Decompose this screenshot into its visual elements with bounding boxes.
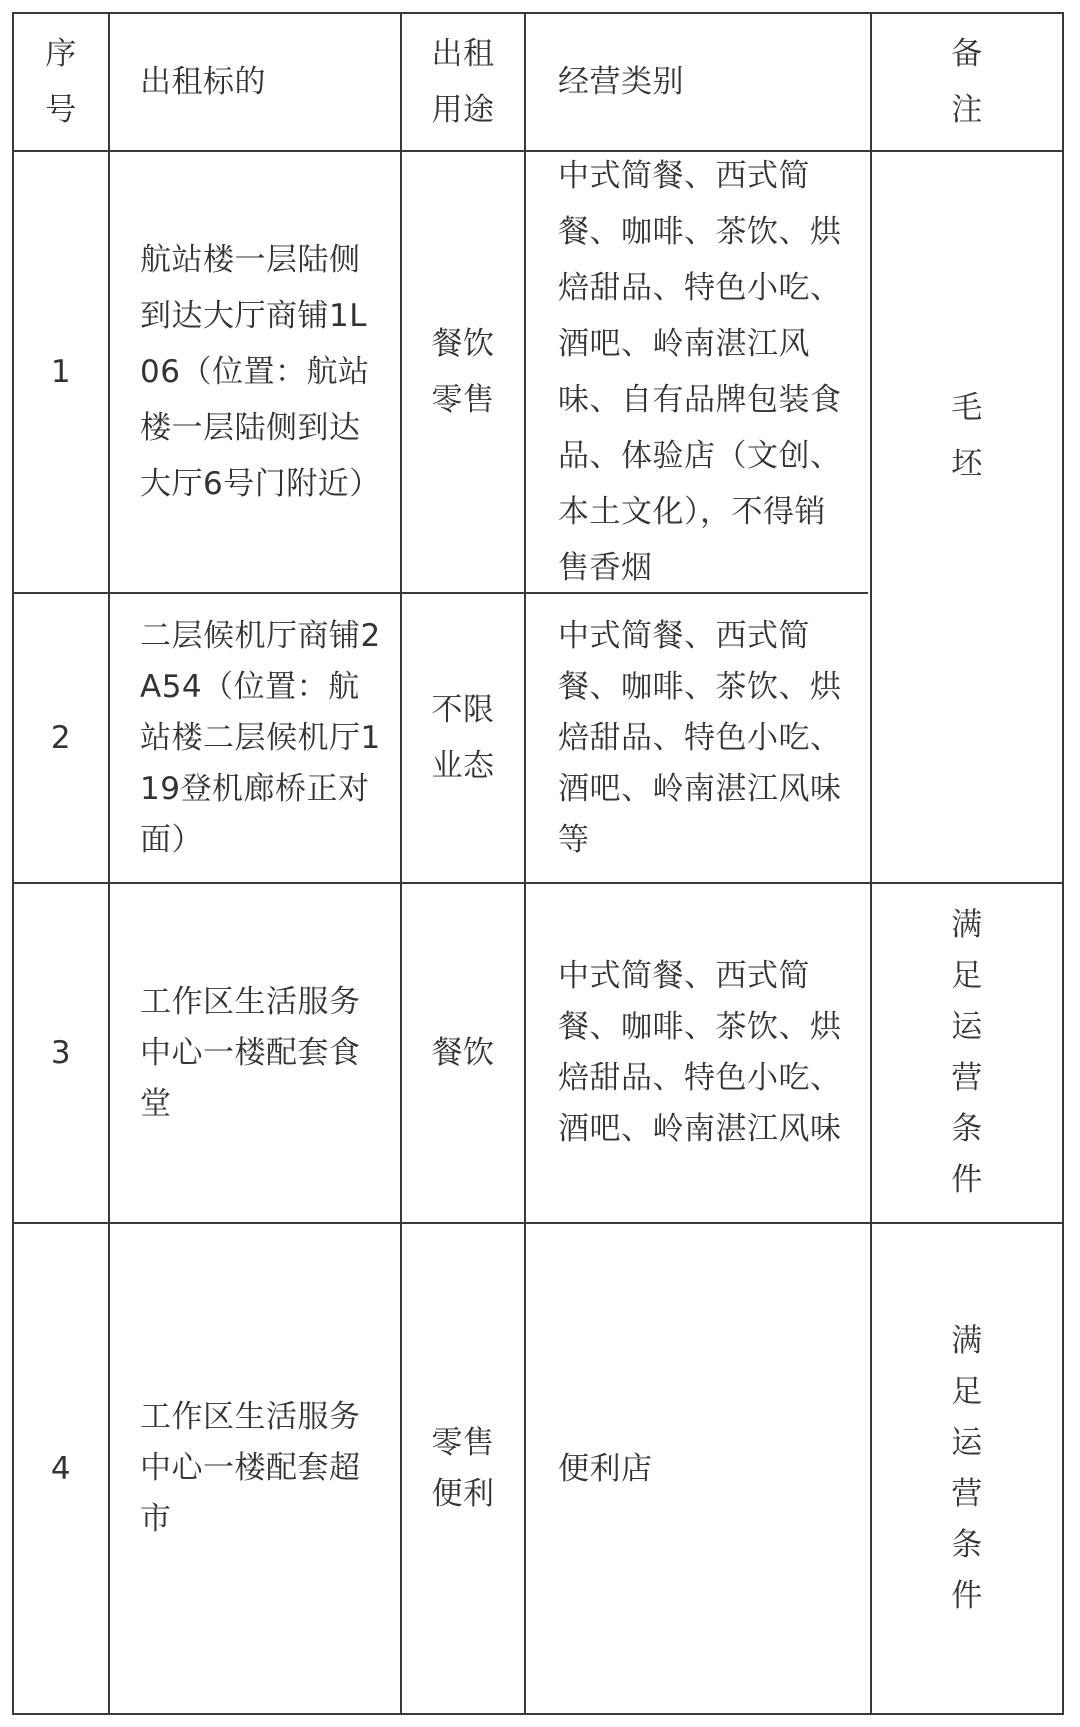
use-line: 业态 [431,748,495,784]
remark-line: 足 [951,958,983,994]
seq-value: 1 [50,354,72,390]
category-line: 酒吧、岭南湛江风 [558,326,810,362]
target-line: 大厅6号门附近） [140,466,381,502]
remark-line: 运 [951,1009,983,1045]
category-line: 焙甜品、特色小吃、 [558,1060,842,1096]
row3-seq [14,884,108,1222]
category-line: 焙甜品、特色小吃、 [558,270,842,306]
row2-seq [14,594,108,882]
category-line: 餐、咖啡、茶饮、烘 [558,214,842,250]
row1-category [526,152,870,592]
category-line: 餐、咖啡、茶饮、烘 [558,668,842,705]
row3-remark [872,884,1062,1222]
remark-line: 满 [951,1322,983,1359]
seq-value: 4 [50,1450,72,1487]
remark-line: 足 [951,1373,983,1410]
row4-seq [14,1224,108,1713]
use-line: 零售 [431,1424,495,1461]
target-line: 堂 [140,1085,172,1122]
row1-seq [14,152,108,592]
header-seq-line: 号 [45,92,77,128]
header-remark-line: 注 [951,92,983,128]
row4-target [110,1224,400,1713]
seq-value: 2 [50,720,72,756]
row2-category [526,594,870,882]
remark-line: 营 [951,1060,983,1096]
target-line: 中心一楼配套超 [140,1450,361,1486]
category-line: 便利店 [558,1450,653,1487]
remark-line: 条 [951,1526,983,1563]
target-line: 站楼二层候机厅1 [140,719,381,756]
row2-use [402,594,524,882]
category-line: 酒吧、岭南湛江风味 [558,1111,842,1147]
row3-use [402,884,524,1222]
use-line: 零售 [431,382,495,418]
row2-target [110,594,400,882]
row4-use [402,1224,524,1713]
category-line: 售香烟 [558,550,653,586]
target-line: 19登机廊桥正对 [140,770,370,807]
seq-value: 3 [50,1035,72,1071]
target-line: A54（位置：航 [140,668,360,705]
header-remark [872,14,1062,150]
header-seq [14,14,108,150]
use-line: 餐饮 [431,1035,495,1071]
remark-line: 件 [951,1577,983,1614]
remark-line: 坯 [951,446,983,482]
target-line: 面） [140,821,203,858]
target-line: 工作区生活服务 [140,983,361,1020]
row3-target [110,884,400,1222]
remark-line: 营 [951,1475,983,1512]
header-target-label: 出租标的 [140,64,266,100]
header-use-line: 出租 [431,36,495,72]
target-line: 工作区生活服务 [140,1399,361,1435]
target-line: 航站楼一层陆侧 [140,242,361,278]
target-line: 市 [140,1501,172,1537]
category-line: 中式简餐、西式简 [558,617,810,654]
category-line: 味、自有品牌包装食 [558,382,842,418]
remark-line: 条 [951,1111,983,1147]
row1-use [402,152,524,592]
row1-target [110,152,400,592]
target-line: 到达大厅商铺1L [140,298,367,334]
category-line: 等 [558,821,590,858]
header-category-label: 经营类别 [558,64,684,100]
row3-category [526,884,870,1222]
header-category [526,14,870,150]
use-line: 餐饮 [431,326,495,362]
target-line: 楼一层陆侧到达 [140,410,361,446]
row4-category [526,1224,870,1713]
header-remark-line: 备 [951,36,983,72]
category-line: 中式简餐、西式简 [558,158,810,194]
target-line: 二层候机厅商铺2 [140,617,381,654]
category-line: 焙甜品、特色小吃、 [558,719,842,756]
target-line: 06（位置：航站 [140,354,370,390]
use-line: 不限 [431,692,495,728]
target-line: 中心一楼配套食 [140,1034,361,1071]
header-target [110,14,400,150]
category-line: 酒吧、岭南湛江风味 [558,770,842,807]
header-use-line: 用途 [431,92,495,128]
category-line: 本土文化），不得销 [558,494,826,530]
lease-table [12,12,1064,1715]
remark-line: 件 [951,1162,983,1198]
use-line: 便利 [431,1475,495,1512]
header-seq-line: 序 [45,36,77,72]
header-use [402,14,524,150]
row1-2-remark [872,152,1062,882]
category-line: 中式简餐、西式简 [558,958,810,994]
row4-remark [872,1224,1062,1713]
remark-line: 毛 [951,390,983,426]
remark-line: 运 [951,1424,983,1461]
category-line: 餐、咖啡、茶饮、烘 [558,1009,842,1045]
remark-line: 满 [951,907,983,943]
category-line: 品、体验店（文创、 [558,438,842,474]
